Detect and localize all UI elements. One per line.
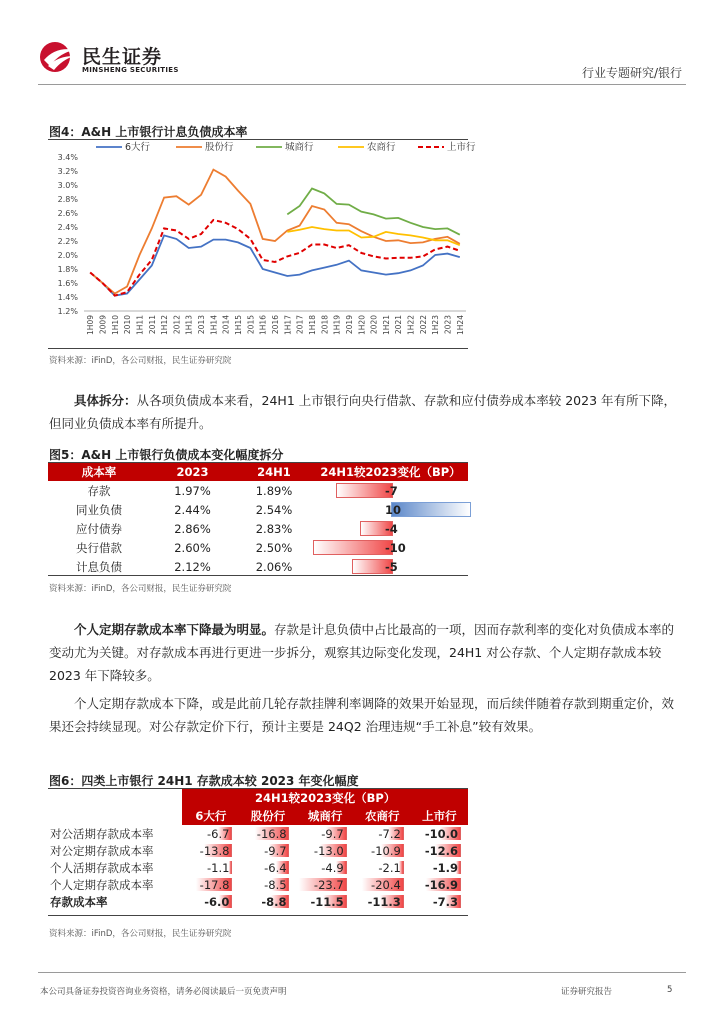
- fig6-row: [48, 842, 468, 859]
- fig6-value-cell: [182, 893, 239, 910]
- fig5-cell-name: 应付债券: [76, 521, 122, 536]
- y-tick-label: 2.6%: [57, 209, 78, 218]
- report-section: 行业专题研究/银行: [581, 66, 682, 80]
- fig5-row: [48, 500, 468, 519]
- fig6-value-label: -23.7: [313, 877, 344, 892]
- fig6-value-cell: [239, 842, 296, 859]
- fig6-title: 图6：四类上市银行 24H1 存款成本较 2023 年变化幅度: [49, 774, 359, 788]
- fig6-value-bar: [229, 861, 232, 874]
- x-tick-label: 2010: [123, 315, 133, 335]
- fig5-change-label: -5: [385, 559, 398, 574]
- fig6-row-label: 存款成本率: [50, 894, 108, 909]
- fig5-source: 资料来源：iFinD，各公司财报，民生证券研究院: [49, 584, 232, 594]
- fig6-value-cell: [297, 842, 354, 859]
- fig5-cell-name: 同业负债: [76, 502, 122, 517]
- y-tick-label: 1.8%: [57, 265, 78, 274]
- fig5-cell-name: 计息负债: [76, 559, 122, 574]
- fig6-value-cell: [411, 859, 468, 876]
- fig5-cell-v24: 2.83%: [255, 521, 293, 536]
- fig5-change-label: -10: [385, 540, 406, 555]
- fig5-cell-name: 存款: [87, 483, 111, 498]
- x-tick-label: 1H11: [135, 315, 145, 335]
- fig6-value-cell: [411, 876, 468, 893]
- fig6-value-label: -16.8: [256, 826, 287, 841]
- x-tick-label: 2017: [295, 315, 305, 335]
- fig6-value-label: -16.9: [424, 877, 458, 892]
- x-tick-label: 1H23: [431, 315, 441, 335]
- x-tick-label: 2022: [418, 315, 428, 335]
- footer-divider: [38, 972, 686, 973]
- fig6-value-label: -11.5: [310, 894, 344, 909]
- x-tick-label: 1H18: [307, 315, 317, 335]
- x-tick-label: 1H15: [234, 315, 244, 335]
- x-tick-label: 1H12: [160, 315, 170, 335]
- fig6-value-label: -1.9: [432, 860, 458, 875]
- x-tick-label: 1H22: [406, 315, 416, 335]
- fig5-change-label: 10: [385, 502, 402, 517]
- fig6-header: 股份行: [239, 807, 296, 825]
- x-tick-label: 1H20: [357, 315, 367, 335]
- fig5-change-label: -4: [385, 521, 398, 536]
- y-tick-label: 2.8%: [57, 195, 78, 204]
- fig6-value-cell: [239, 825, 296, 842]
- fig6-row-label: 个人活期存款成本率: [50, 860, 154, 875]
- x-tick-label: 2023: [443, 315, 453, 335]
- legend-label: 农商行: [367, 142, 396, 153]
- fig6-row: [48, 859, 468, 876]
- x-tick-label: 2021: [394, 315, 404, 335]
- fig5-row: [48, 519, 468, 538]
- fig6-value-label: -10.0: [424, 826, 458, 841]
- x-tick-label: 1H09: [86, 315, 96, 335]
- fig6-value-cell: [354, 842, 411, 859]
- x-tick-label: 2018: [320, 315, 330, 335]
- fig6-value-cell: [354, 825, 411, 842]
- logo-name: 民生证券: [82, 46, 163, 68]
- fig6-value-cell: [354, 859, 411, 876]
- fig6-bottom-rule: [48, 915, 468, 916]
- y-tick-label: 1.2%: [57, 307, 78, 316]
- fig6-row: [48, 876, 468, 893]
- fig6-value-label: -7.2: [378, 826, 401, 841]
- fig6-value-cell: [411, 893, 468, 910]
- fig5-header: 24H1较2023变化（BP）: [313, 463, 468, 481]
- minsheng-logo-icon: [38, 40, 78, 74]
- x-tick-label: 2015: [246, 315, 256, 335]
- fig6-value-cell: [411, 825, 468, 842]
- paragraph-text: 从各项负债成本来看，24H1 上市银行向央行借款、存款和应付债券成本率较 2023 年有所下降，但同业负债成本率有所提升。: [49, 393, 677, 431]
- footer-report-type: 证券研究报告: [561, 987, 613, 997]
- fig6-header: 上市行: [411, 807, 468, 825]
- fig5-cell-name: 央行借款: [76, 540, 122, 555]
- y-tick-label: 3.4%: [57, 153, 78, 162]
- fig6-row: [48, 825, 468, 842]
- fig6-value-label: -17.8: [199, 877, 230, 892]
- y-tick-label: 2.0%: [57, 251, 78, 260]
- x-tick-label: 1H21: [381, 315, 391, 335]
- y-tick-label: 2.4%: [57, 223, 78, 232]
- fig5-cell-v24: 2.50%: [255, 540, 293, 555]
- fig6-header: 城商行: [297, 807, 354, 825]
- x-tick-label: 2011: [147, 315, 157, 335]
- fig4-title: 图4：A&H 上市银行计息负债成本率: [49, 125, 248, 139]
- fig6-value-cell: [239, 893, 296, 910]
- paragraph-lead: 个人定期存款成本率下降最为明显。: [74, 622, 275, 637]
- series-line-2: [90, 170, 460, 294]
- fig6-value-label: -13.0: [313, 843, 344, 858]
- fig6-value-cell: [411, 842, 468, 859]
- fig6-row-label: 对公活期存款成本率: [50, 826, 154, 841]
- fig5-change-cell: [313, 519, 468, 538]
- fig6-value-cell: [182, 842, 239, 859]
- fig5-cell-v24: 2.06%: [255, 559, 293, 574]
- fig6-value-label: -11.3: [367, 894, 401, 909]
- fig5-cell-v24: 2.54%: [255, 502, 293, 517]
- fig6-row-label: 对公定期存款成本率: [50, 843, 154, 858]
- fig5-cell-v24: 1.89%: [255, 483, 293, 498]
- fig5-cell-v2023: 2.44%: [174, 502, 211, 517]
- y-tick-label: 3.0%: [57, 181, 78, 190]
- x-tick-label: 1H13: [184, 315, 194, 335]
- fig5-cell-v2023: 1.97%: [174, 483, 211, 498]
- x-tick-label: 1H10: [110, 315, 120, 335]
- fig5-header: 2023: [150, 463, 235, 481]
- fig6-value-label: -8.8: [261, 894, 287, 909]
- fig5-cell-v2023: 2.60%: [174, 540, 211, 555]
- fig6-row: [48, 893, 468, 910]
- fig6-value-label: -4.9: [321, 860, 344, 875]
- x-tick-label: 1H24: [455, 315, 465, 335]
- fig6-value-label: -2.1: [378, 860, 401, 875]
- fig6-header: 农商行: [354, 807, 411, 825]
- fig6-table: [48, 789, 468, 910]
- footer-disclaimer: 本公司具备证券投资咨询业务资格，请务必阅读最后一页免责声明: [40, 987, 287, 997]
- fig6-value-label: -7.3: [432, 894, 458, 909]
- x-tick-label: 2020: [369, 315, 379, 335]
- series-line-1: [90, 235, 460, 295]
- fig6-value-cell: [239, 859, 296, 876]
- fig4-source: 资料来源：iFinD，各公司财报，民生证券研究院: [49, 356, 232, 366]
- legend-label: 城商行: [285, 142, 314, 153]
- paragraph-text: 个人定期存款成本下降，或是此前几轮存款挂牌利率调降的效果开始显现，而后续伴随着存款到期重定价，效果还会持续显现。对公存款定价下行，预计主要是 24Q2 治理违规“手工补息”较有效果。: [49, 696, 675, 734]
- y-tick-label: 3.2%: [57, 167, 78, 176]
- paragraph-deposit-analysis: [49, 618, 679, 687]
- fig5-cell-v2023: 2.12%: [174, 559, 211, 574]
- fig6-value-cell: [297, 876, 354, 893]
- fig6-value-label: -13.8: [199, 843, 230, 858]
- fig6-value-label: -8.5: [264, 877, 287, 892]
- page-number: 5: [667, 985, 673, 995]
- fig6-value-cell: [354, 876, 411, 893]
- fig6-value-label: -9.7: [321, 826, 344, 841]
- x-tick-label: 2016: [271, 315, 280, 335]
- x-tick-label: 1H19: [332, 315, 342, 335]
- paragraph-text: 存款是计息负债中占比最高的一项，因而存款利率的变化对负债成本率的变动尤为关键。对存款成本再进行更进一步拆分，观察其边际变化发现，24H1 对公存款、个人定期存款成本较 2023 年下降较多。: [49, 622, 675, 683]
- fig6-value-label: -6.0: [204, 894, 230, 909]
- y-tick-label: 2.2%: [57, 237, 78, 246]
- fig6-value-label: -6.4: [264, 860, 287, 875]
- fig6-value-label: -9.7: [264, 843, 287, 858]
- fig5-header: 24H1: [235, 463, 313, 481]
- fig6-value-label: -1.1: [206, 860, 230, 875]
- fig5-change-cell: [313, 500, 468, 519]
- fig6-value-cell: [297, 893, 354, 910]
- y-tick-label: 1.4%: [57, 293, 78, 302]
- paragraph-lead: 具体拆分：: [74, 393, 137, 408]
- x-tick-label: 2019: [344, 315, 354, 335]
- x-tick-label: 2012: [172, 315, 182, 335]
- fig6-value-label: -20.4: [371, 877, 401, 892]
- x-tick-label: 2013: [197, 315, 207, 335]
- fig6-value-cell: [297, 825, 354, 842]
- series-line-5: [90, 220, 460, 296]
- x-tick-label: 1H14: [209, 315, 219, 335]
- x-tick-label: 1H16: [258, 315, 268, 335]
- fig6-value-cell: [182, 876, 239, 893]
- fig6-value-cell: [182, 825, 239, 842]
- x-tick-label: 1H17: [283, 315, 293, 335]
- fig5-change-cell: [313, 481, 468, 500]
- legend-label: 6大行: [125, 142, 151, 153]
- fig5-row: [48, 538, 468, 557]
- paragraph-personal-deposit: [49, 692, 679, 738]
- fig6-value-label: -12.6: [424, 843, 458, 858]
- fig5-table: [48, 463, 468, 576]
- fig6-value-cell: [182, 859, 239, 876]
- fig5-row: [48, 557, 468, 576]
- fig6-source: 资料来源：iFinD，各公司财报，民生证券研究院: [49, 929, 232, 939]
- fig5-change-label: -7: [385, 483, 398, 498]
- fig5-change-cell: [313, 557, 468, 576]
- fig5-cell-v2023: 2.86%: [174, 521, 211, 536]
- fig6-value-cell: [354, 893, 411, 910]
- header-divider: [38, 84, 686, 85]
- fig5-header: 成本率: [48, 463, 150, 481]
- x-tick-label: 2014: [221, 315, 231, 335]
- legend-label: 上市行: [447, 142, 476, 153]
- fig6-value-label: -10.9: [371, 843, 401, 858]
- fig6-header: 6大行: [182, 807, 239, 825]
- y-tick-label: 1.6%: [57, 279, 78, 288]
- fig5-change-bar: [391, 502, 471, 517]
- fig6-value-cell: [239, 876, 296, 893]
- x-tick-label: 2009: [98, 315, 108, 335]
- paragraph-breakdown: [49, 389, 679, 435]
- fig6-value-cell: [297, 859, 354, 876]
- legend-label: 股份行: [205, 142, 234, 153]
- fig4-bottom-rule: [48, 348, 468, 349]
- fig5-change-bar: [313, 540, 393, 555]
- fig6-row-label: 个人定期存款成本率: [50, 877, 154, 892]
- fig6-super-header: 24H1较2023变化（BP）: [182, 789, 468, 807]
- fig5-bottom-rule: [48, 575, 468, 576]
- logo-english: MINSHENG SECURITIES: [82, 66, 179, 74]
- fig4-line-chart: [48, 140, 476, 348]
- fig5-change-cell: [313, 538, 468, 557]
- fig5-row: [48, 481, 468, 500]
- fig5-title: 图5：A&H 上市银行负债成本变化幅度拆分: [49, 448, 284, 462]
- fig6-value-label: -6.7: [206, 826, 230, 841]
